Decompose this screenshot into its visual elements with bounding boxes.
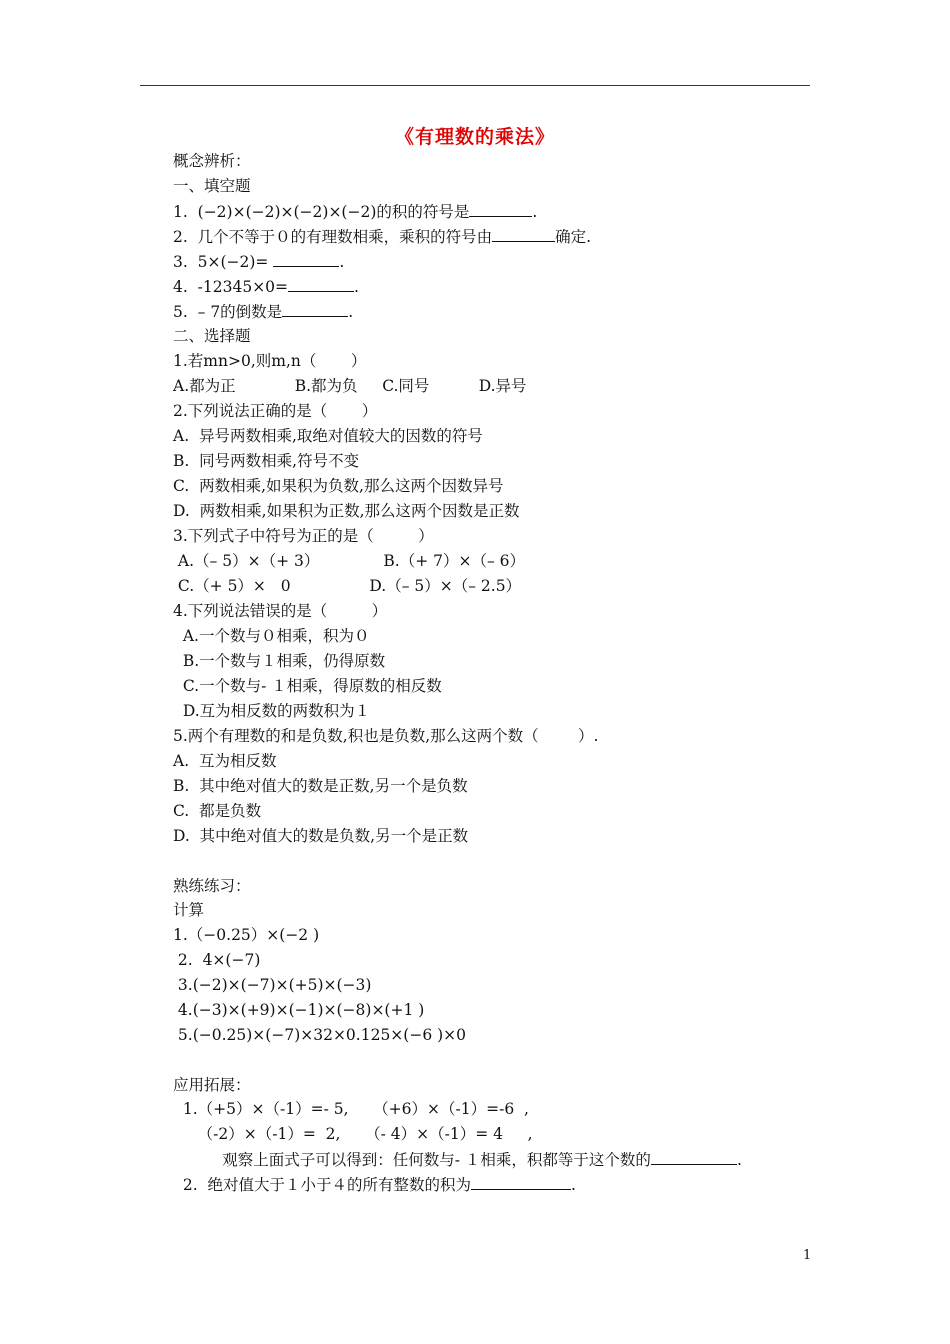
answer-blank[interactable] xyxy=(471,1174,571,1190)
answer-blank[interactable] xyxy=(273,251,339,267)
choice-line: D.互为相反数的两数积为１ xyxy=(173,702,371,720)
practice-line: 3.(−2)×(−7)×(+5)×(−3) xyxy=(173,976,372,994)
choice-line: 2.下列说法正确的是（ ） xyxy=(173,402,378,420)
fill-heading: 一、填空题 xyxy=(173,177,251,195)
extension-line: 1.（+5）×（-1）=- 5, （+6）×（-1）=-6 , xyxy=(173,1100,529,1118)
question-suffix: 确定. xyxy=(555,228,592,246)
choice-line: 1.若mn>0,则m,n（ ） xyxy=(173,352,367,370)
choice-line: D. 其中绝对值大的数是负数,另一个是正数 xyxy=(173,827,469,845)
choice-line: B.一个数与１相乘，仍得原数 xyxy=(173,652,386,670)
practice-heading: 熟练练习： xyxy=(173,877,251,895)
choice-line: A. 互为相反数 xyxy=(173,752,277,770)
choice-line: A.都为正 B.都为负 C.同号 D.异号 xyxy=(173,377,527,395)
header-rule xyxy=(140,85,810,86)
choice-line: 3.下列式子中符号为正的是（ ） xyxy=(173,527,434,545)
question-suffix: . xyxy=(571,1176,576,1194)
choice-line: A. 异号两数相乘,取绝对值较大的因数的符号 xyxy=(173,427,483,445)
practice-line: 2. 4×(−7) xyxy=(173,951,261,969)
question-text: 1. (−2)×(−2)×(−2)×(−2)的积的符号是 xyxy=(173,203,470,221)
fill-question-4 xyxy=(173,276,359,297)
question-text: 4. -12345×0= xyxy=(173,278,289,296)
choice-line: C. 都是负数 xyxy=(173,802,262,820)
extension-line: （-2）×（-1）= 2, （- 4）×（-1）= 4 , xyxy=(173,1125,533,1143)
question-text: 5. – 7的倒数是 xyxy=(173,303,283,321)
choice-line: 4.下列说法错误的是（ ） xyxy=(173,602,388,620)
practice-subheading: 计算 xyxy=(173,901,205,919)
question-suffix: . xyxy=(348,303,354,321)
document-title: 《有理数的乘法》 xyxy=(394,126,555,148)
question-suffix: . xyxy=(532,203,538,221)
choice-line: C.一个数与- １相乘，得原数的相反数 xyxy=(173,677,442,695)
question-text: 2. 几个不等于０的有理数相乘，乘积的符号由 xyxy=(173,228,493,246)
choice-line: C.（+ 5）× 0 D.（– 5）×（– 2.5） xyxy=(173,577,522,595)
question-suffix: . xyxy=(339,253,345,271)
fill-question-5 xyxy=(173,301,353,322)
answer-blank[interactable] xyxy=(282,301,348,317)
choice-line: B. 其中绝对值大的数是正数,另一个是负数 xyxy=(173,777,468,795)
choice-line: C. 两数相乘,如果积为负数,那么这两个因数异号 xyxy=(173,477,504,495)
fill-question-2 xyxy=(173,226,591,247)
answer-blank[interactable] xyxy=(469,201,532,217)
practice-line: 5.(−0.25)×(−7)×32×0.125×(−6 )×0 xyxy=(173,1026,467,1044)
practice-line: 4.(−3)×(+9)×(−1)×(−8)×(+1 ) xyxy=(173,1001,425,1019)
choice-line: A.一个数与０相乘，积为０ xyxy=(173,627,370,645)
answer-blank[interactable] xyxy=(288,276,354,292)
answer-blank[interactable] xyxy=(651,1149,737,1165)
question-suffix: . xyxy=(354,278,359,296)
extension-question-1 xyxy=(173,1149,742,1170)
extension-question-2 xyxy=(173,1174,576,1195)
choice-heading: 二、选择题 xyxy=(173,327,251,345)
choice-line: B. 同号两数相乘,符号不变 xyxy=(173,452,360,470)
choice-line: 5.两个有理数的和是负数,积也是负数,那么这两个数（ ）. xyxy=(173,727,599,745)
question-text: 观察上面式子可以得到：任何数与- １相乘，积都等于这个数的 xyxy=(173,1151,651,1169)
question-suffix: . xyxy=(736,1151,742,1169)
question-text: 3. 5×(−2)= xyxy=(173,253,274,271)
fill-question-1 xyxy=(173,201,537,222)
choice-line: A.（– 5）×（+ 3） B.（+ 7）×（– 6） xyxy=(173,552,526,570)
choice-line: D. 两数相乘,如果积为正数,那么这两个因数是正数 xyxy=(173,502,520,520)
extension-heading: 应用拓展： xyxy=(173,1076,251,1094)
answer-blank[interactable] xyxy=(492,226,555,242)
fill-question-3 xyxy=(173,251,344,272)
practice-line: 1.（−0.25）×(−2 ) xyxy=(173,926,320,944)
question-text: 2. 绝对值大于１小于４的所有整数的积为 xyxy=(173,1176,471,1194)
page-number: 1 xyxy=(803,1248,812,1263)
concept-heading: 概念辨析： xyxy=(173,152,251,170)
